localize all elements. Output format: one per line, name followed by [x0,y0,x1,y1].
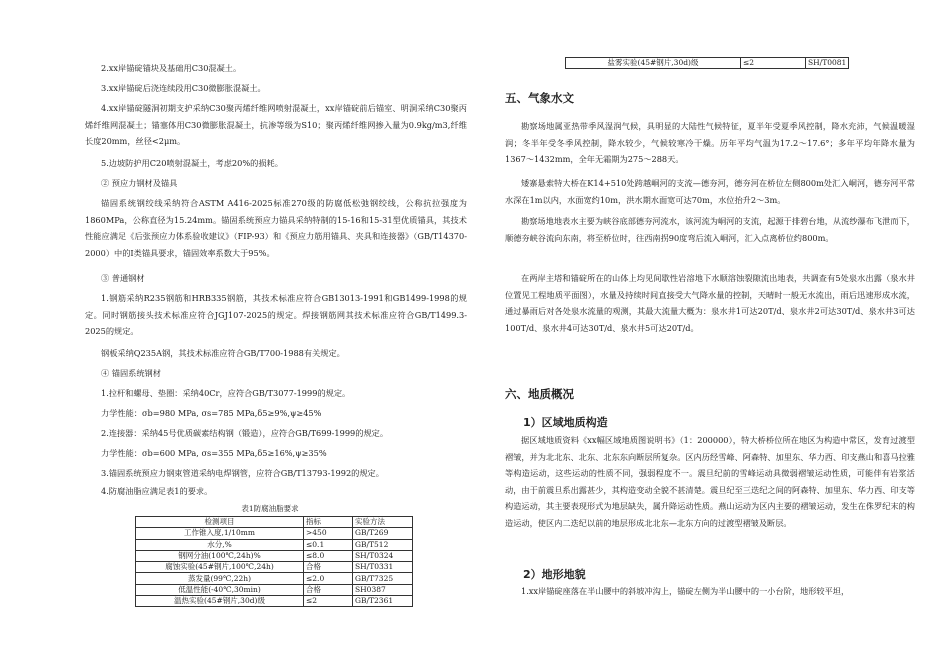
table-caption: 表1防腐油脂要求 [241,504,299,513]
subsection-label: ③ 普通钢材 [101,273,145,283]
table-header-row [136,517,413,528]
subsection-title-regional-structure: 1）区域地质构造 [523,416,608,429]
table-row [136,596,413,607]
table-cell: 温热实验(45#钢片,30d)级 [136,596,304,607]
table-row [136,550,413,561]
paragraph: 5.边坡防护用C20喷射混凝土，考虑20%的损耗。 [101,158,283,168]
table-cell: GB/T269 [353,528,413,539]
table-row [136,528,413,539]
table-cell: SH0387 [353,584,413,595]
paragraph: 勘察场地地表水主要为峡谷底部德夯河流水，该河流为峒河的支流，起源于排碧台地，从流纱瀑布飞泄而下，顺德夯峡谷流向东南，将至桥位时，往西南拐90度弯后流入峒河，汇入点离桥位约800m。 [505,216,915,243]
paragraph: 据区域地质资料《xx幅区域地质图说明书》（1：200000），特大桥桥位所在地区为构造中常区，发育过渡型褶皱，并为北北东、北东、北东东向断层所复杂。区内历经雪峰、阿森特、加里东、华力西、印支燕山和喜马拉雅等构造运动，这些运动的性质不同，强弱程度不一。震旦纪前的雪峰运动具微弱褶皱运动性质，可能伴有岩浆活动，由于前震旦系出露甚少，其构造变动全貌不甚清楚。震旦纪至三迭纪之间的阿森特、加里东、华力西、印支等构造运动，其主要表现形式为地层缺失，属升降运动性质。燕山运动为区内主要的褶皱运动，发生在侏罗纪末的构造运动，使区内二迭纪以前的地层形成北北东—北东方向的过渡型褶皱及断层。 [505,435,915,528]
table-cell: >450 [304,528,353,539]
anticorrosion-grease-table [135,516,413,607]
table-cell: 盐雾实验(45#钢片,30d)级 [566,58,741,69]
table-cell: SH/T0081 [806,58,849,69]
paragraph: 在两岸主塔和锚碇所在的山体上均见间歇性岩溶地下水顺溶蚀裂隙流出地表，共调查有5处泉水出露（泉水井位置见工程地质平面图），水量及持续时间直接受大气降水量的控制，天晴时一般无水流出，雨后迅速形成水流，通过暴雨后对各处泉水流量的观测，其最大流量大概为：泉水井1可达20T/d、泉水井2可达30T/d、泉水井3可达100T/d、泉水井4可达30T/d、泉水井5可达20T/d。 [505,273,915,333]
paragraph: 1.钢筋采纳R235钢筋和HRB335钢筋，其技术标准应符合GB13013-1991和GB1499-1998的规定。同时钢筋接头技术标准应符合JGJ107-2025的规定。焊接钢筋网其技术标准应符合GB/T1499.3-2025的规定。 [85,293,467,336]
table-header-cell: 实验方法 [353,517,413,528]
continued-table [565,57,849,69]
table-row [566,58,849,69]
table-cell: ≤8.0 [304,550,353,561]
subsection-label: ② 预应力钢材及锚具 [101,178,178,188]
table-row [136,539,413,550]
paragraph: 3.锚固系统预应力钢束管道采纳电焊钢管，应符合GB/T13793-1992的规定。 [101,468,384,478]
subsection-label: ④ 锚固系统钢材 [101,368,161,378]
table-row [136,573,413,584]
table-cell: 钢网分油(100℃,24h)% [136,550,304,561]
table-cell: GB/T2361 [353,596,413,607]
table-cell: ≤2.0 [304,573,353,584]
subsection-title-landform: 2）地形地貌 [523,568,586,581]
paragraph: 力学性能：σb=600 MPa, σs=355 MPa,δ5≥16%,ψ≥35% [101,448,327,458]
table-cell: 蒸发量(99℃,22h) [136,573,304,584]
paragraph: 1.xx岸锚碇座落在半山腰中的斜坡冲沟上，锚碇左侧为半山腰中的一小台阶，地形较平坦， [521,586,850,596]
table-cell: SH/T0331 [353,562,413,573]
table-cell: SH/T0324 [353,550,413,561]
table-cell: 低温性能(-40℃,30min) [136,584,304,595]
table-cell: ≤2 [304,596,353,607]
table-cell: GB/T512 [353,539,413,550]
paragraph: 4.xx岸锚碇隧洞初期支护采纳C30聚丙烯纤维网喷射混凝土，xx岸锚碇前后锚室、明洞采纳C30聚丙烯纤维网混凝土；锚塞体用C30微膨胀混凝土，抗渗等级为S10；聚丙烯纤维网掺入量为0.9kg/m3,纤维长度20mm，丝径<2μm。 [85,103,467,146]
table-cell: GB/T7325 [353,573,413,584]
paragraph: 钢板采纳Q235A钢，其技术标准应符合GB/T700-1988有关规定。 [101,348,345,358]
table-cell: 水分,% [136,539,304,550]
paragraph: 3.xx岸锚碇后浇连续段用C30微膨胀混凝土。 [101,83,266,93]
table-header-cell: 指标 [304,517,353,528]
table-cell: 工作锥入度,1/10mm [136,528,304,539]
paragraph: 力学性能：σb=980 MPa, σs=785 MPa,δ5≥9%,ψ≥45% [101,408,322,418]
paragraph: 2.xx岸锚碇锚块及基础用C30混凝土。 [101,63,242,73]
table-cell: 合格 [304,584,353,595]
table-row [136,562,413,573]
table-cell: ≤0.1 [304,539,353,550]
paragraph: 4.防腐油脂应满足表1的要求。 [101,486,213,496]
paragraph: 勘察场地属亚热带季风湿润气候，具明显的大陆性气候特征，夏半年受夏季风控制，降水充沛，气候温暖湿润；冬半年受冬季风控制，降水较少，气候较寒冷干燥。历年平均气温为17.2～17.6°；多年平均年降水量为1367～1432mm，全年无霜期为275～288天。 [505,121,915,164]
section-title-geology: 六、地质概况 [505,387,574,401]
section-title-weather-hydrology: 五、气象水文 [505,91,574,105]
table-cell: 腐蚀实验(45#钢片,100℃,24h) [136,562,304,573]
table-header-cell: 检测项目 [136,517,304,528]
paragraph: 2.连接器：采纳45号优质碳素结构钢（锻造），应符合GB/T699-1999的规定。 [101,428,389,438]
paragraph: 1.拉杆和螺母、垫圈：采纳40Cr，应符合GB/T3077-1999的规定。 [101,388,351,398]
table-row [136,584,413,595]
table-cell: ≤2 [741,58,806,69]
paragraph: 锚固系统钢绞线采纳符合ASTM A416-2025标准270级的防腐低松弛钢绞线，公称抗拉强度为1860MPa，公称直径为15.24mm。锚固系统预应力锚具采纳特制的15-16和15-31型优质锚具，其技术性能应满足《后张预应力体系验收建议》（FIP-93）和《预应力筋用锚具、夹具和连接器》（GB/T14370-2000）中的Ⅰ类锚具要求，锚固效率系数大于95%。 [85,198,467,258]
table-cell: 合格 [304,562,353,573]
paragraph: 矮寨悬索特大桥在K14+510处跨越峒河的支流—德夯河，德夯河在桥位左侧800m处汇入峒河，德夯河平常水深在1m以内，水面宽约10m，洪水期水面宽可达70m，水位抬升2～3m。 [505,178,915,205]
